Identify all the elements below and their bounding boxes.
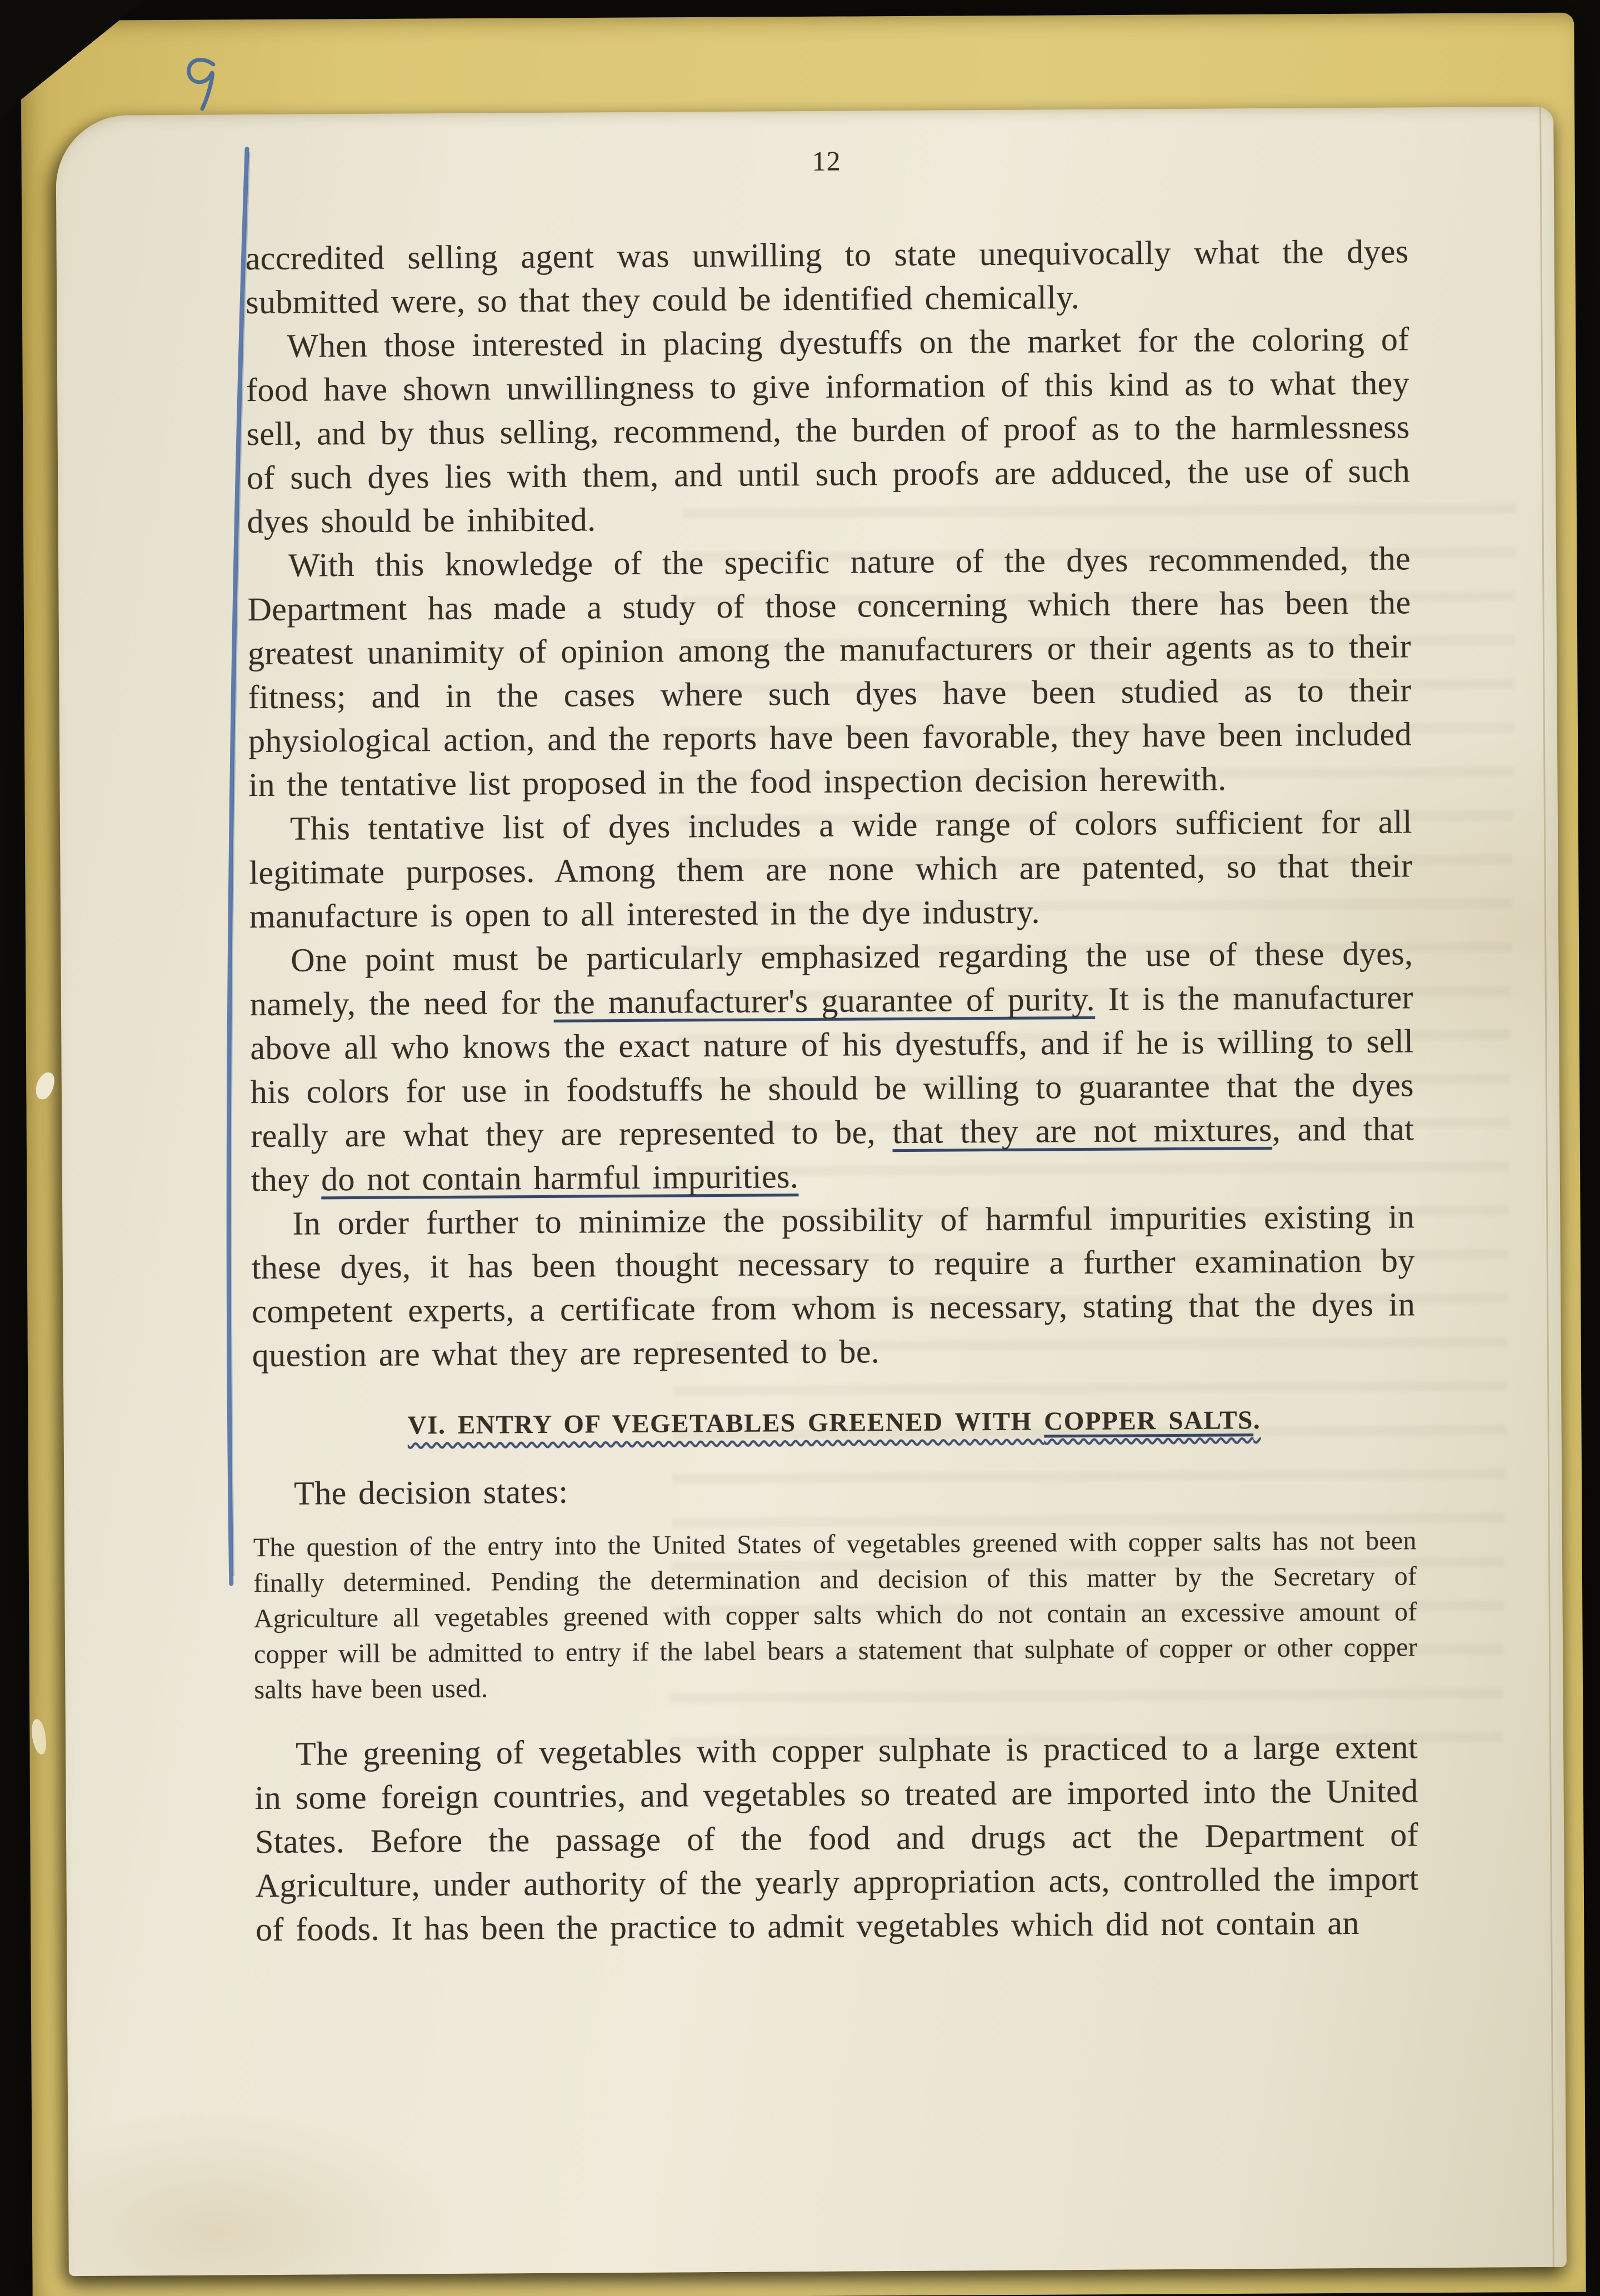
page-number: 12 <box>812 145 841 177</box>
document-page <box>56 107 1567 2276</box>
ink-underlined-phrase: the manufacturer's guarantee of purity. <box>553 980 1096 1021</box>
paragraph-text: One point must be particularly emphasized regarding the use of these dyes, namely, the need for <box>249 935 1413 1023</box>
body-paragraph: accredited selling agent was unwilling to state unequivocally what the dyes submitted were, so that they could be identified chemically. <box>245 233 1409 321</box>
paragraph-text: It is the manufacturer above all who knows the exact nature of his dyestuffs, and if he is willing to sell his colors for use in foodstuffs he should be willing to guarantee that the dyes really are what they are represented to be, <box>250 979 1414 1155</box>
body-paragraph <box>249 931 1414 1202</box>
section-heading <box>252 1402 1416 1443</box>
body-paragraph: This tentative list of dyes includes a wide range of colors sufficient for all legitimate purposes. Among them are none which are patented, so that their manufacture is open to all interested in the dye industry. <box>249 803 1413 935</box>
body-paragraph: In order further to minimize the possibility of harmful impurities existing in these dyes, it has been thought necessary to require a further examination by competent experts, a certificate from whom is necessary, stating that the dyes in question are what they are represented to be. <box>251 1198 1416 1374</box>
decision-intro: The decision states: <box>294 1473 568 1512</box>
heading-text-part: . <box>1253 1406 1261 1435</box>
paragraph-text: , and that they <box>251 1110 1414 1199</box>
body-paragraph: With this knowledge of the specific nature of the dyes recommended, the Department has made a study of those concerning which there has been the greatest unanimity of opinion among the manufacturers or their agents as to their fitness; and in the cases where such dyes have been studied as to their physiological action, and the reports have been favorable, they have been included in the tentative list proposed in the food inspection decision herewith. <box>247 540 1412 804</box>
page-content <box>245 141 1419 1952</box>
section-heading-text <box>408 1406 1261 1440</box>
heading-underlined-part: COPPER SALTS <box>1044 1406 1254 1436</box>
ink-underlined-phrase: that they are not mixtures <box>892 1111 1273 1151</box>
decision-quote: The question of the entry into the United States of vegetables greened with copper salts has not been finally determined. Pending the determination and decision of this matter by the Secretary of Agriculture all vegetables greened with copper salts which do not contain an excessive amount of copper will be admitted to entry if the label bears a statement that sulphate of copper or other copper salts have been used. <box>253 1526 1418 1705</box>
body-paragraph: The greening of vegetables with copper sulphate is practiced to a large extent in some foreign countries, and vegetables so treated are imported into the United States. Before the passage of the food and drugs act the Department of Agriculture, under authority of the yearly appropriation acts, controlled the import of foods. It has been the practice to admit vegetables which did not contain an <box>254 1728 1419 1948</box>
ink-underlined-phrase: do not contain harmful impurities. <box>321 1158 799 1198</box>
heading-text-part: VI. ENTRY OF VEGETABLES GREENED WITH <box>407 1407 1044 1440</box>
body-paragraph: When those interested in placing dyestuffs on the market for the coloring of food have shown unwillingness to give information of this kind as to what they sell, and by thus selling, recommend, the burden of proof as to the harmlessness of such dyes lies with them, and until such proofs are adduced, the use of such dyes should be inhibited. <box>246 320 1411 540</box>
